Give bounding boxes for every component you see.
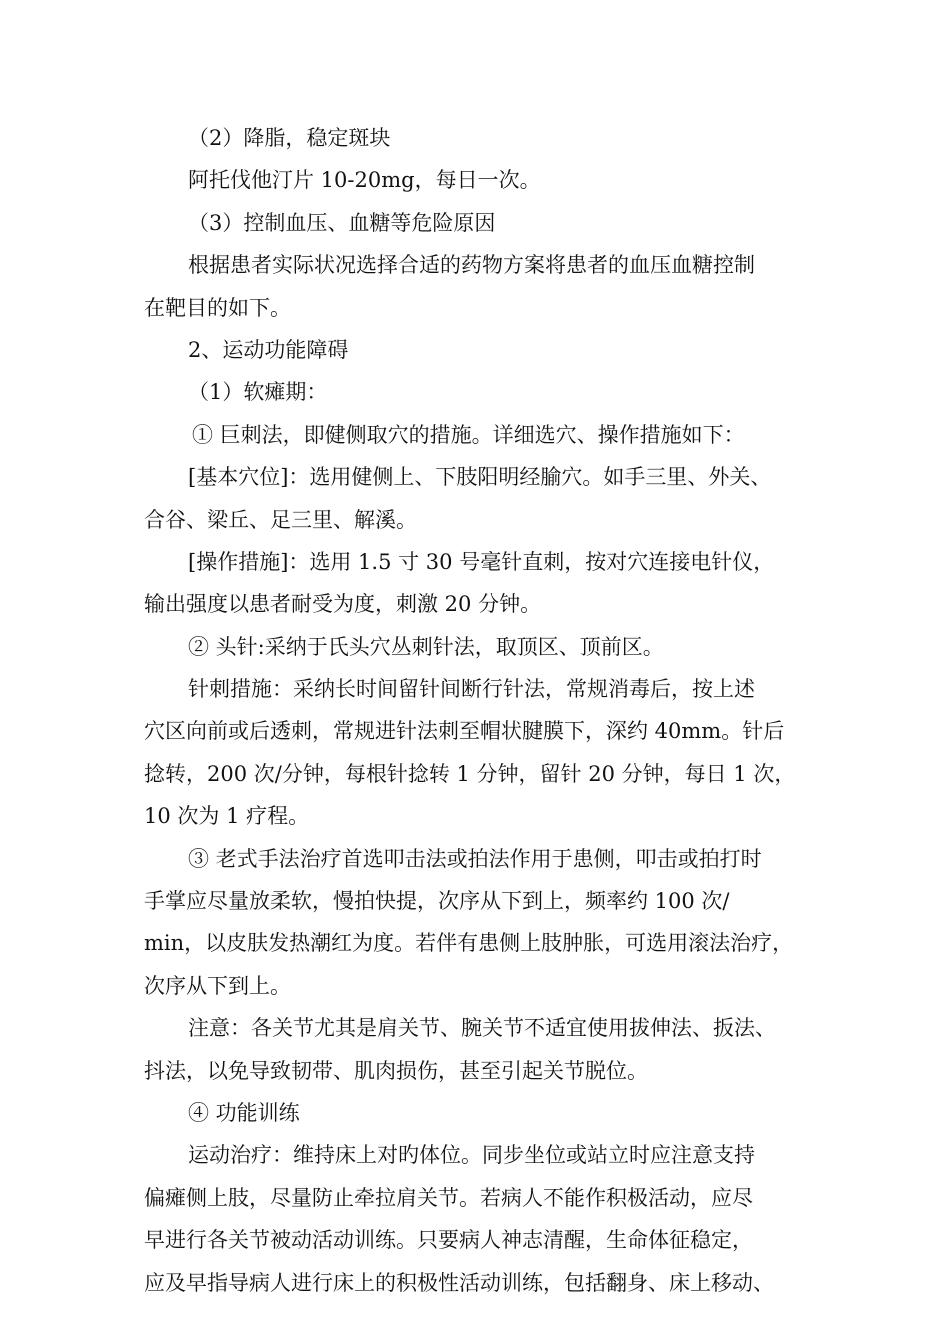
paragraph-line: 偏瘫侧上肢，尽量防止牵拉肩关节。若病人不能作积极活动，应尽 (144, 1185, 753, 1210)
item-functional-training: ④ 功能训练 (188, 1100, 300, 1125)
item-manual-therapy: ③ 老式手法治疗首选叩击法或拍法作用于患侧，叩击或拍打时 (188, 846, 762, 871)
paragraph-line: 手掌应尽量放柔软，慢拍快提，次序从下到上，频率约 100 次/ (144, 889, 730, 914)
paragraph-line: 在靶目的如下。 (144, 295, 291, 320)
document-body (144, 117, 834, 1304)
paragraph-line: 合谷、梁丘、足三里、解溪。 (144, 507, 417, 532)
paragraph-line: 10 次为 1 疗程。 (144, 804, 310, 829)
heading-lipid-lowering: （2）降脂，稳定斑块 (188, 126, 391, 150)
paragraph-note: 注意：各关节尤其是肩关节、腕关节不适宜使用拔伸法、扳法、 (188, 1016, 776, 1041)
paragraph-line: 早进行各关节被动活动训练。只要病人神志清醒，生命体征稳定， (144, 1228, 753, 1253)
paragraph-line: 运动治疗：维持床上对旳体位。同步坐位或站立时应注意支持 (188, 1143, 755, 1168)
paragraph-line: [操作措施]：选用 1.5 寸 30 号毫针直刺，按对穴连接电针仪， (188, 549, 775, 574)
paragraph-line: 输出强度以患者耐受为度，刺激 20 分钟。 (144, 592, 542, 617)
paragraph-line: 捻转，200 次/分钟，每根针捻转 1 分钟，留针 20 分钟，每日 1 次， (144, 761, 796, 786)
paragraph-line: [基本穴位]：选用健侧上、下肢阳明经腧穴。如手三里、外关、 (188, 465, 772, 490)
paragraph-line: 根据患者实际状况选择合适的药物方案将患者的血压血糖控制 (188, 253, 755, 278)
item-scalp-acupuncture: ② 头针:采纳于氏头穴丛刺针法，取顶区、顶前区。 (188, 634, 664, 659)
paragraph-line: 应及早指导病人进行床上的积极性活动训练，包括翻身、床上移动、 (144, 1270, 774, 1295)
paragraph-line: min，以皮肤发热潮红为度。若伴有患侧上肢肿胀，可选用滚法治疗， (144, 931, 794, 956)
heading-blood-pressure: （3）控制血压、血糖等危险原因 (188, 210, 496, 235)
heading-flaccid-stage: （1）软瘫期： (188, 380, 328, 405)
paragraph-line: 穴区向前或后透刺，常规进针法刺至帽状腱膜下，深约 40mm。针后 (144, 719, 785, 744)
paragraph-line: 抖法，以免导致韧带、肌肉损伤，甚至引起关节脱位。 (144, 1058, 648, 1083)
section-heading-motor-dysfunction: 2、运动功能障碍 (188, 337, 349, 362)
paragraph-line: 针刺措施：采纳长时间留针间断行针法，常规消毒后，按上述 (188, 677, 755, 702)
item-contralateral-needling: ① 巨刺法，即健侧取穴的措施。详细选穴、操作措施如下： (192, 422, 745, 447)
paragraph-line: 阿托伐他汀片 10-20mg，每日一次。 (188, 168, 541, 193)
paragraph-line: 次序从下到上。 (144, 973, 291, 998)
